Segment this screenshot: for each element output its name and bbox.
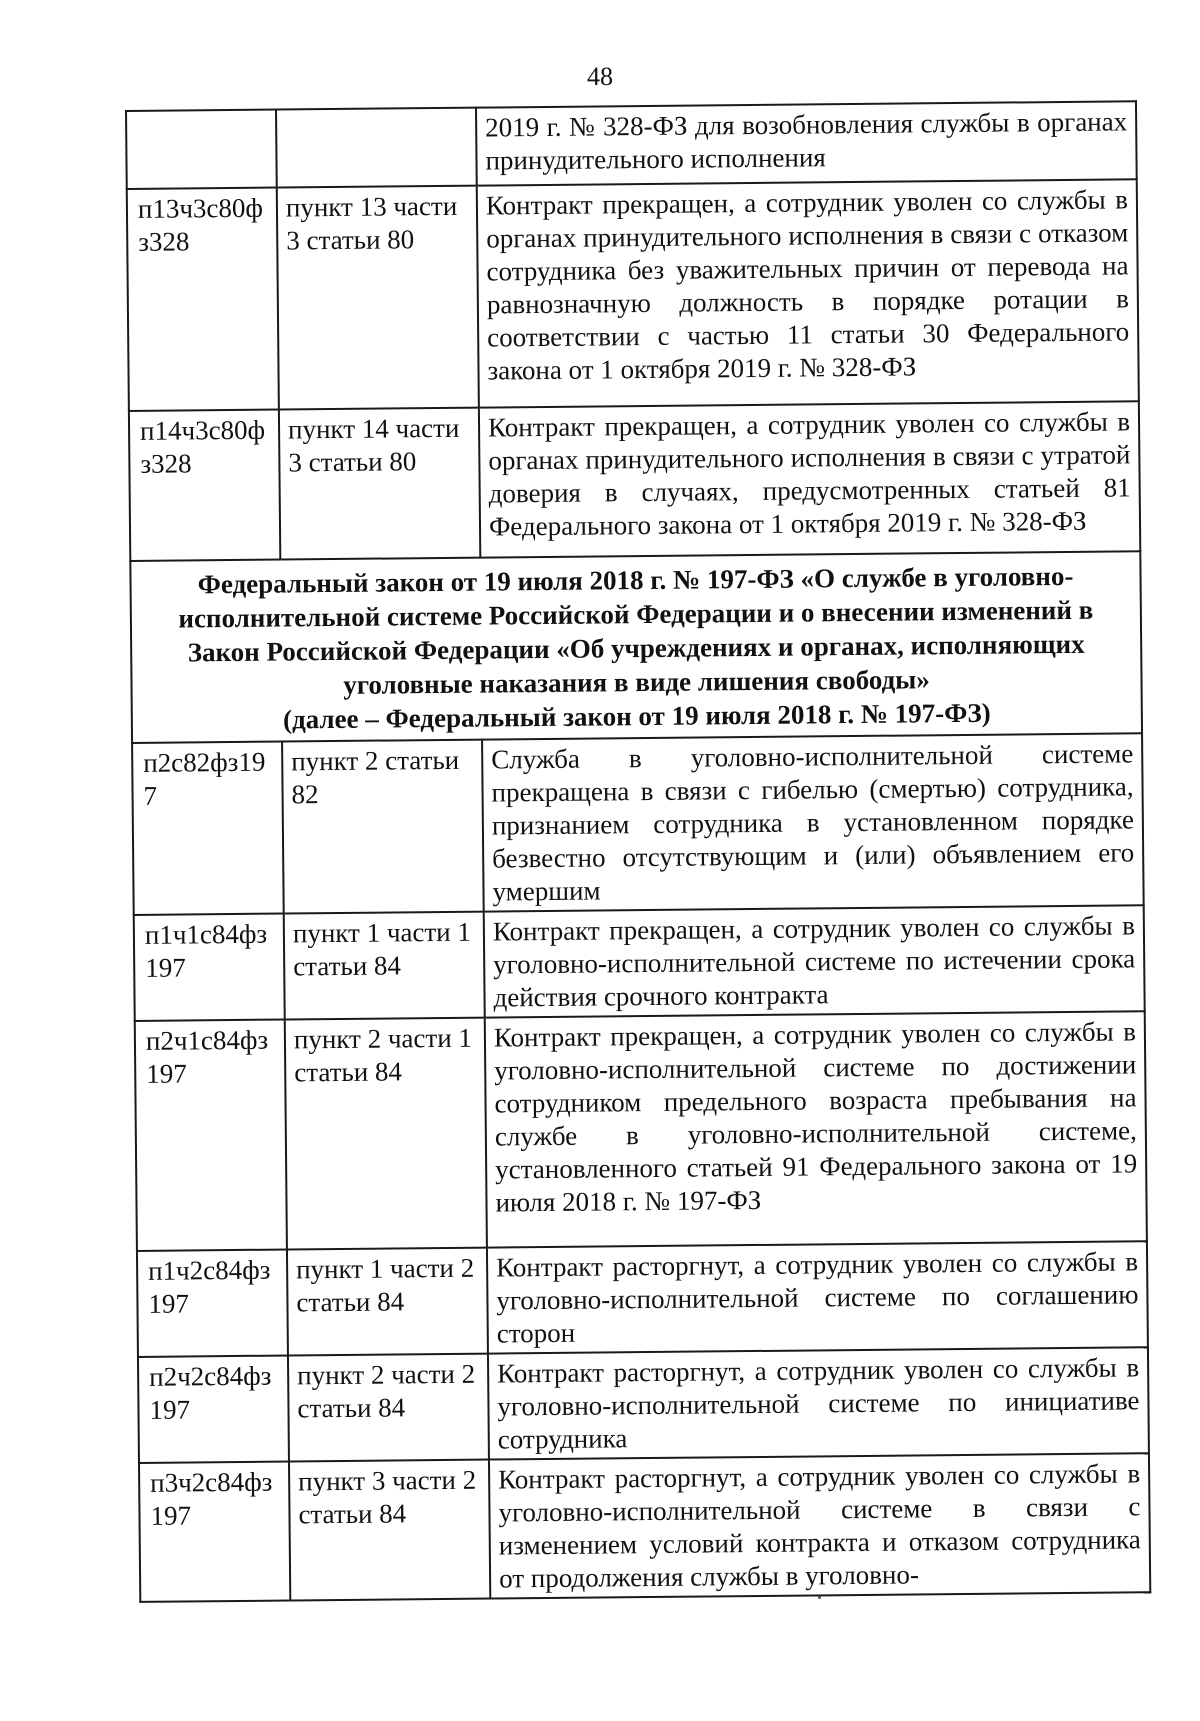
row-description: Служба в уголовно-исполнительной системе прекращена в связи с гибелью (смертью) сотрудника, признанием сотрудника в установленном порядке безвестно отсутствующим и (или) объявлением его умершим xyxy=(482,733,1144,911)
page-number: 48 xyxy=(587,62,613,91)
scan-speck xyxy=(818,1596,821,1599)
dismissal-codes-table xyxy=(125,100,1151,1603)
section-heading-line: исполнительной системе Российской Федерации и о внесении изменений в xyxy=(178,594,1094,634)
row-article: пункт 2 части 2 статьи 84 xyxy=(288,1354,489,1462)
row-code: п1ч2с84фз 197 xyxy=(137,1249,288,1356)
row-article: пункт 2 статьи 82 xyxy=(282,740,484,914)
section-heading xyxy=(130,551,1142,743)
section-heading-line: Федеральный закон от 19 июля 2018 г. № 197-ФЗ «О службе в уголовно- xyxy=(197,560,1074,600)
section-heading-line: (далее – Федеральный закон от 19 июля 2018 г. № 197-ФЗ) xyxy=(282,697,991,735)
section-heading-row xyxy=(130,551,1142,743)
row-code: п14ч3с80ф з328 xyxy=(129,410,280,561)
row-description: Контракт прекращен, а сотрудник уволен со службы в уголовно-исполнительной системе по достижении сотрудником предельного возраста пребывания на службе в уголовно-исполнительной системе, установленного статьей 91 Федерального закона от 19 июля 2018 г. № 197-ФЗ xyxy=(485,1011,1147,1247)
table-row xyxy=(129,401,1140,561)
row-code: п3ч2с84фз 197 xyxy=(139,1461,290,1601)
row-article: пункт 14 части 3 статьи 80 xyxy=(279,408,480,560)
row-code: п2с82фз19 7 xyxy=(132,742,284,915)
row-article: пункт 3 части 2 статьи 84 xyxy=(289,1460,490,1601)
row-description: Контракт расторгнут, а сотрудник уволен со службы в уголовно-исполнительной системе по инициативе сотрудника xyxy=(488,1347,1149,1459)
row-code: п2ч2с84фз 197 xyxy=(138,1355,289,1462)
row-article: пункт 2 части 1 статьи 84 xyxy=(285,1018,487,1250)
table-row xyxy=(127,179,1139,411)
section-heading-line: Закон Российской Федерации «Об учреждениях и органах, исполняющих xyxy=(187,628,1085,668)
row-description: 2019 г. № 328-ФЗ для возобновления службы в органах принудительного исполнения xyxy=(476,101,1137,185)
section-heading-line: уголовные наказания в виде лишения свободы» xyxy=(343,664,930,700)
table-row xyxy=(138,1347,1149,1463)
table-row xyxy=(135,1011,1147,1251)
row-description: Контракт прекращен, а сотрудник уволен со службы в уголовно-исполнительной системе по истечении срока действия срочного контракта xyxy=(484,905,1145,1017)
table-row xyxy=(137,1241,1148,1357)
row-description: Контракт расторгнут, а сотрудник уволен со службы в уголовно-исполнительной системе в связи с изменением условий контракта и отказом сотрудника от продолжения службы в уголовно- xyxy=(489,1453,1150,1598)
row-article: пункт 1 части 2 статьи 84 xyxy=(287,1248,488,1356)
table-row xyxy=(134,905,1145,1021)
row-code: п2ч1с84фз 197 xyxy=(135,1020,287,1251)
row-description: Контракт прекращен, а сотрудник уволен со службы в органах принудительного исполнения в связи с отказом сотрудника без уважительных причин от перевода на равнозначную должность в порядке ротации в соответствии с частью 11 статьи 30 Федерального закона от 1 октября 2019 г. № 328-ФЗ xyxy=(477,179,1139,407)
row-code: п13ч3с80ф з328 xyxy=(127,188,279,411)
row-code: п1ч1с84фз 197 xyxy=(134,914,285,1021)
row-article xyxy=(276,108,477,188)
table-row xyxy=(126,101,1137,189)
row-article: пункт 13 части 3 статьи 80 xyxy=(277,186,479,410)
table-row xyxy=(132,733,1144,915)
row-code xyxy=(126,110,277,189)
table-row xyxy=(139,1453,1150,1602)
row-article: пункт 1 части 1 статьи 84 xyxy=(284,912,485,1020)
row-description: Контракт прекращен, а сотрудник уволен со службы в органах принудительного исполнения в связи с утратой доверия в случаях, предусмотренных статьей 81 Федерального закона от 1 октября 2019 г. № 328-ФЗ xyxy=(479,401,1140,557)
row-description: Контракт расторгнут, а сотрудник уволен со службы в уголовно-исполнительной системе по соглашению сторон xyxy=(487,1241,1148,1353)
